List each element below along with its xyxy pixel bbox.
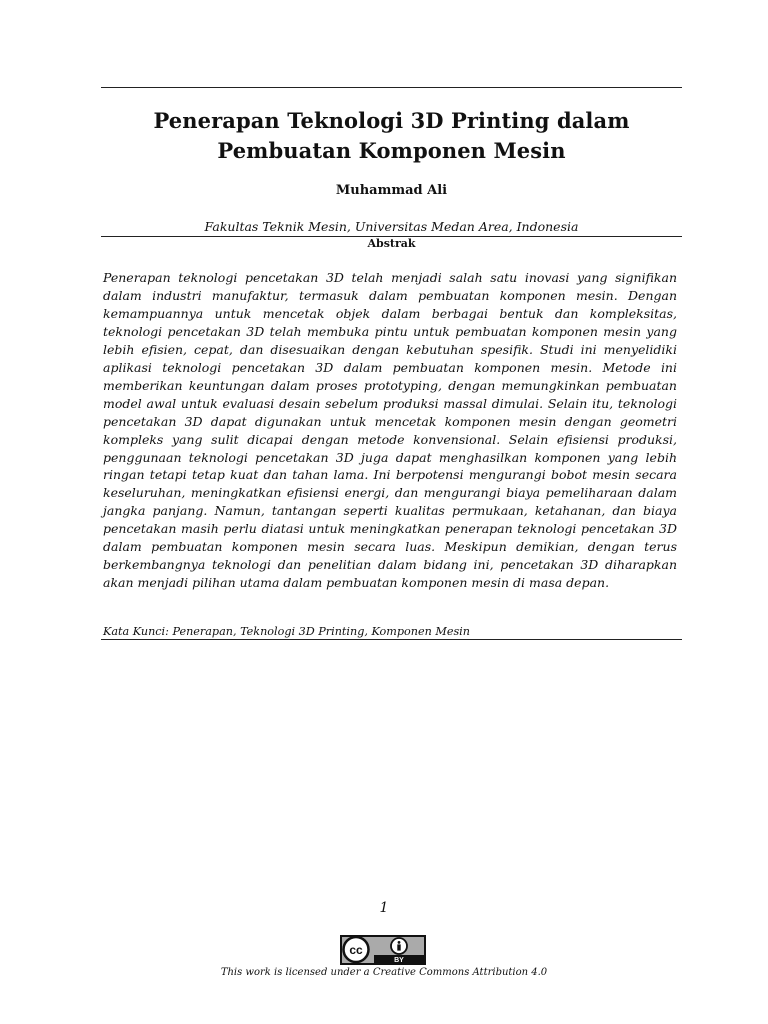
abstract-heading: Abstrak <box>367 237 416 250</box>
cc-logo-text: cc <box>349 943 363 957</box>
top-rule <box>101 87 682 88</box>
page-number: 1 <box>379 900 389 916</box>
keywords: Kata Kunci: Penerapan, Teknologi 3D Printing, Komponen Mesin <box>103 625 470 638</box>
license-notice: This work is licensed under a Creative Commons Attribution 4.0 <box>220 967 548 978</box>
keywords-rule <box>101 639 682 640</box>
cc-by-text: BY <box>394 957 404 964</box>
author-affiliation: Fakultas Teknik Mesin, Universitas Medan Area, Indonesia <box>204 219 579 234</box>
abstract-text: Penerapan teknologi pencetakan 3D telah menjadi salah satu inovasi yang signifikan dalam industri manufaktur, termasuk dalam pembuatan komponen mesin. Dengan kemampuannya untuk mencetak objek dalam berbagai bentuk dan kompleksitas, teknologi pencetakan 3D telah membuka pintu untuk pembuatan komponen mesin yang lebih efisien, cepat, dan disesuaikan dengan kebutuhan spesifik. Studi ini menyelidiki aplikasi teknologi pencetakan 3D dalam pembuatan komponen mesin. Metode ini memberikan keuntungan dalam proses prototyping, dengan memungkinkan pembuatan model awal untuk evaluasi desain sebelum produksi massal dimulai. Selain itu, teknologi pencetakan 3D dapat digunakan untuk mencetak komponen mesin dengan geometri kompleks yang sulit dicapai dengan metode konvensional. Selain efisiensi produksi, penggunaan teknologi pencetakan 3D juga dapat menghasilkan komponen yang lebih ringan tetapi tetap kuat dan tahan lama. Ini berpotensi mengurangi bobot mesin secara keseluruhan, meningkatkan efisiensi energi, dan mengurangi biaya pemeliharaan dalam jangka panjang. Namun, tantangan seperti kualitas permukaan, ketahanan, dan biaya pencetakan masih perlu diatasi untuk meningkatkan penerapan teknologi pencetakan 3D dalam pembuatan komponen mesin secara luas. Meskipun demikian, dengan terus berkembangnya teknologi dan penelitian dalam bidang ini, pencetakan 3D diharapkan akan menjadi pilihan utama dalam pembuatan komponen mesin di masa depan. <box>103 270 677 591</box>
author-name: Muhammad Ali <box>335 183 448 198</box>
paper-title: Penerapan Teknologi 3D Printing dalam Pembuatan Komponen Mesin <box>153 108 630 163</box>
creative-commons-by-icon[interactable] <box>340 935 426 965</box>
